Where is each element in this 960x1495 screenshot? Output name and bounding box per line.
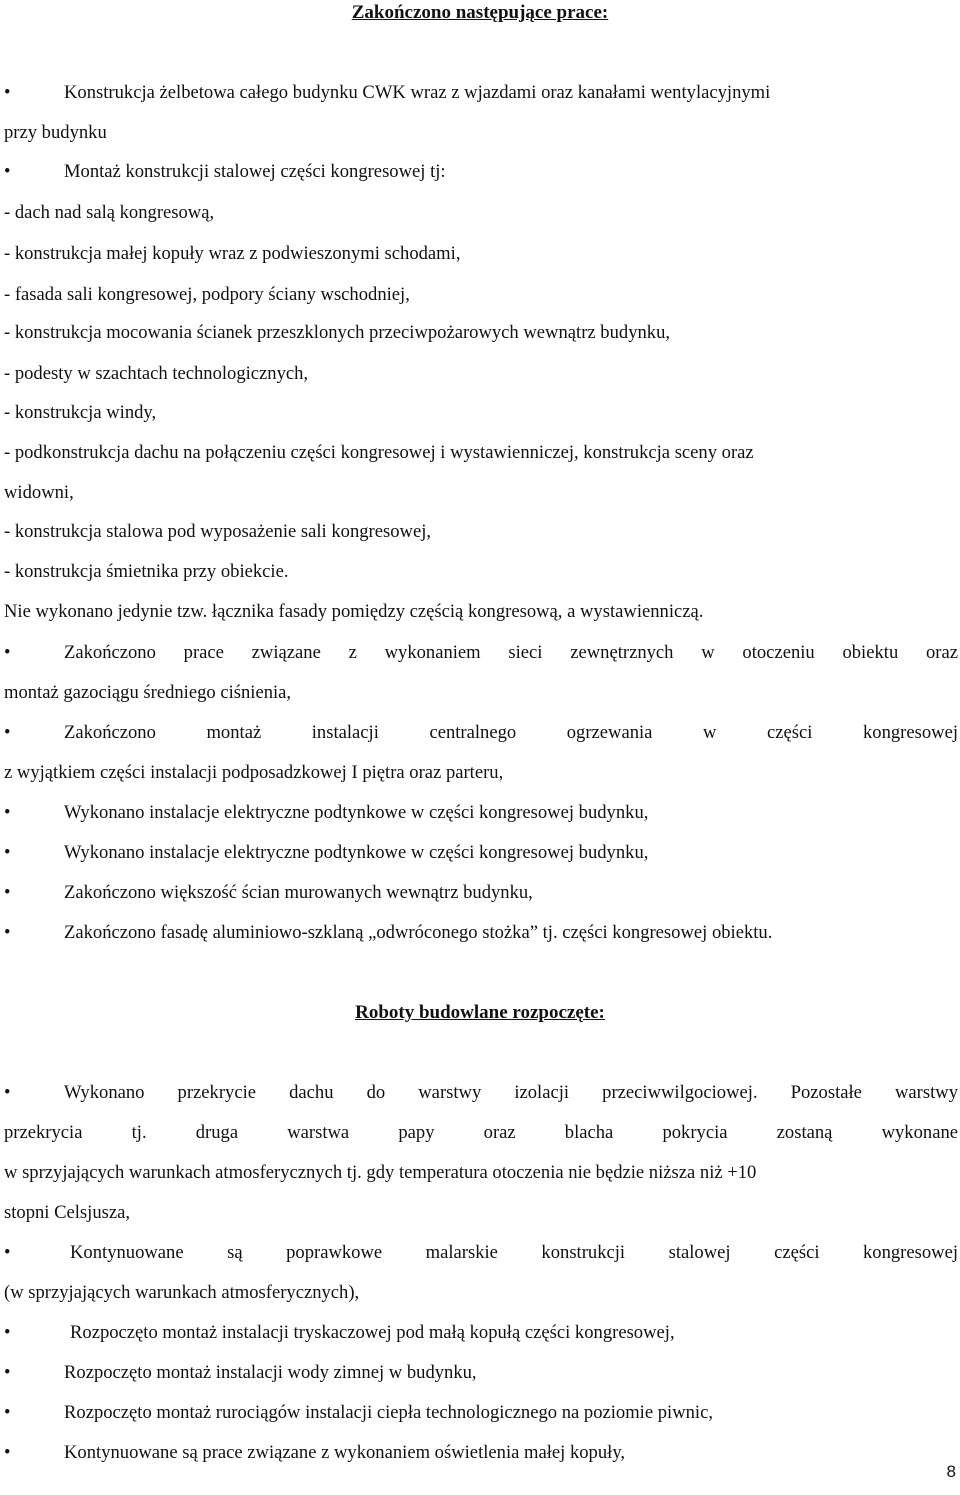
- bullet-icon: •: [4, 1402, 11, 1423]
- sub-item: - konstrukcja śmietnika przy obiekcie.: [4, 561, 289, 582]
- completed-item-7: Zakończono większość ścian murowanych wewnątrz budynku,: [64, 882, 533, 903]
- bullet-icon: •: [4, 82, 11, 103]
- section-heading-started: Roboty budowlane rozpoczęte:: [355, 1002, 605, 1023]
- sub-item: - podkonstrukcja dachu na połączeniu części kongresowej i wystawienniczej, konstrukcja sceny oraz: [4, 442, 754, 463]
- bullet-icon: •: [4, 1322, 11, 1343]
- completed-item-3-line-2: montaż gazociągu średniego ciśnienia,: [4, 682, 292, 703]
- completed-item-6: Wykonano instalacje elektryczne podtynkowe w części kongresowej budynku,: [64, 842, 649, 863]
- completed-item-1-line-1: Konstrukcja żelbetowa całego budynku CWK wraz z wjazdami oraz kanałami wentylacyjnymi: [64, 82, 771, 103]
- started-item-1-line-2: przekrycia tj. druga warstwa papy oraz blacha pokrycia zostaną wykonane: [4, 1122, 958, 1143]
- bullet-icon: •: [4, 1082, 11, 1103]
- bullet-icon: •: [4, 1442, 11, 1463]
- sub-item: - konstrukcja stalowa pod wyposażenie sali kongresowej,: [4, 521, 432, 542]
- not-done-note: Nie wykonano jedynie tzw. łącznika fasady pomiędzy częścią kongresową, a wystawienniczą.: [4, 601, 704, 622]
- started-item-1-line-4: stopni Celsjusza,: [4, 1202, 131, 1223]
- bullet-icon: •: [4, 161, 11, 182]
- sub-item: - konstrukcja windy,: [4, 402, 157, 423]
- completed-item-2-line-1: Montaż konstrukcji stalowej części kongresowej tj:: [64, 161, 446, 182]
- completed-item-4-line-2: z wyjątkiem części instalacji podposadzkowej I piętra oraz parteru,: [4, 762, 504, 783]
- started-item-3: Rozpoczęto montaż instalacji tryskaczowej pod małą kopułą części kongresowej,: [70, 1322, 675, 1343]
- started-item-4: Rozpoczęto montaż instalacji wody zimnej w budynku,: [64, 1362, 477, 1383]
- started-item-2-line-2: (w sprzyjających warunkach atmosferycznych),: [4, 1282, 360, 1303]
- started-item-1-line-3: w sprzyjających warunkach atmosferycznych tj. gdy temperatura otoczenia nie będzie niższa niż +10: [4, 1162, 757, 1183]
- bullet-icon: •: [4, 802, 11, 823]
- completed-item-4-line-1: Zakończono montaż instalacji centralnego ogrzewania w części kongresowej: [64, 722, 958, 743]
- started-item-1-line-1: Wykonano przekrycie dachu do warstwy izolacji przeciwwilgociowej. Pozostałe warstwy: [64, 1082, 958, 1103]
- bullet-icon: •: [4, 722, 11, 743]
- completed-item-8: Zakończono fasadę aluminiowo-szklaną „odwróconego stożka” tj. części kongresowej obiektu.: [64, 922, 773, 943]
- sub-item: - podesty w szachtach technologicznych,: [4, 363, 309, 384]
- page-number: 8: [946, 1462, 956, 1481]
- bullet-icon: •: [4, 842, 11, 863]
- sub-item: - konstrukcja małej kopuły wraz z podwieszonymi schodami,: [4, 243, 461, 264]
- sub-item: - fasada sali kongresowej, podpory ściany wschodniej,: [4, 284, 410, 305]
- started-item-6: Kontynuowane są prace związane z wykonaniem oświetlenia małej kopuły,: [64, 1442, 626, 1463]
- sub-item: - konstrukcja mocowania ścianek przeszklonych przeciwpożarowych wewnątrz budynku,: [4, 322, 671, 343]
- completed-item-5: Wykonano instalacje elektryczne podtynkowe w części kongresowej budynku,: [64, 802, 649, 823]
- started-item-5: Rozpoczęto montaż rurociągów instalacji ciepła technologicznego na poziomie piwnic,: [64, 1402, 713, 1423]
- completed-item-1-line-2: przy budynku: [4, 122, 107, 143]
- bullet-icon: •: [4, 1362, 11, 1383]
- bullet-icon: •: [4, 882, 11, 903]
- sub-item: widowni,: [4, 482, 74, 503]
- bullet-icon: •: [4, 1242, 11, 1263]
- started-item-2-line-1: Kontynuowane są poprawkowe malarskie konstrukcji stalowej części kongresowej: [70, 1242, 958, 1263]
- bullet-icon: •: [4, 922, 11, 943]
- bullet-icon: •: [4, 642, 11, 663]
- sub-item: - dach nad salą kongresową,: [4, 202, 215, 223]
- completed-item-3-line-1: Zakończono prace związane z wykonaniem sieci zewnętrznych w otoczeniu obiektu oraz: [64, 642, 958, 663]
- section-heading-completed: Zakończono następujące prace:: [351, 2, 609, 23]
